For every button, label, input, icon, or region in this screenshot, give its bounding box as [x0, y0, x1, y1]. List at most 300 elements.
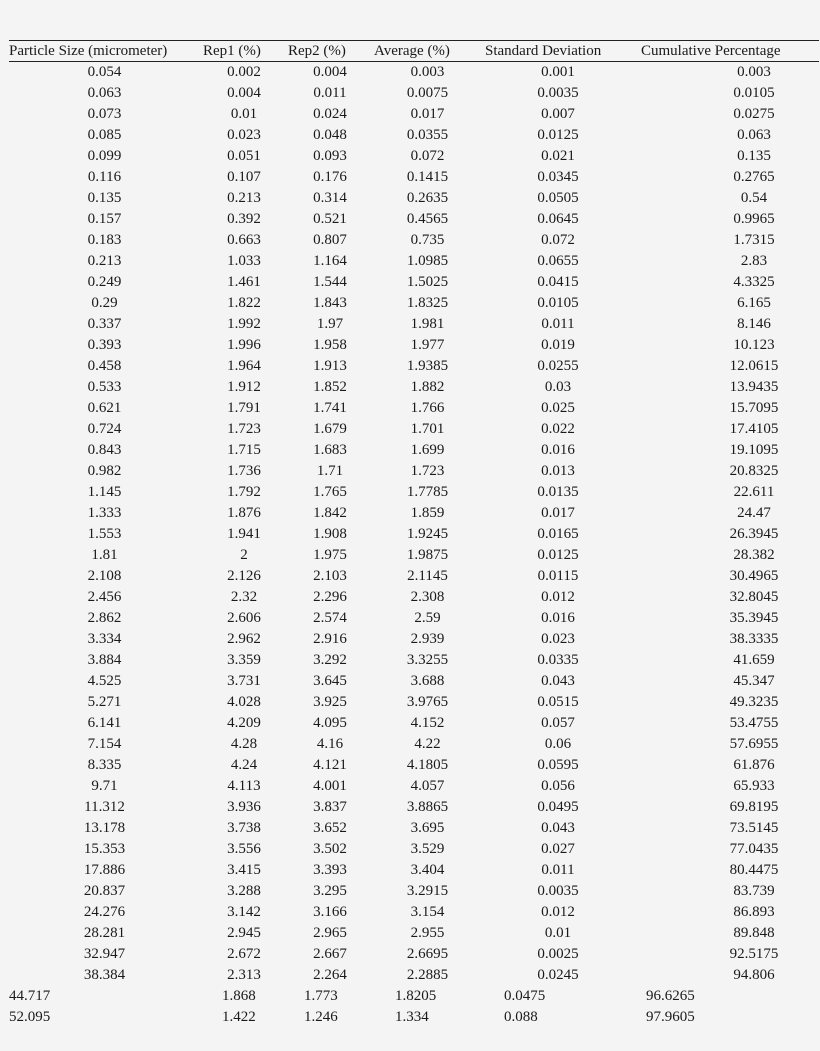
- cell-cumulative-percentage: 35.3945: [729, 610, 779, 626]
- cell-average: 3.3255: [406, 652, 449, 668]
- cell-rep1: 3.738: [227, 820, 261, 836]
- cell-average: 0.735: [410, 232, 445, 248]
- cell-rep1: 1.792: [227, 484, 261, 500]
- cell-cumulative-percentage: 69.8195: [729, 799, 779, 815]
- cell-particle-size: 0.621: [87, 400, 122, 416]
- cell-rep2: 0.048: [313, 127, 347, 143]
- cell-particle-size: 0.099: [87, 148, 122, 164]
- table-row: [9, 923, 819, 944]
- cell-standard-deviation: 0.0125: [537, 127, 579, 143]
- cell-standard-deviation: 0.0035: [537, 883, 579, 899]
- cell-rep1: 1.033: [227, 253, 261, 269]
- cell-rep1: 4.028: [227, 694, 261, 710]
- cell-rep2: 1.765: [313, 484, 347, 500]
- cell-cumulative-percentage: 13.9435: [729, 379, 779, 395]
- cell-rep1: 0.392: [227, 211, 261, 227]
- table-row: [9, 272, 819, 293]
- cell-cumulative-percentage: 57.6955: [729, 736, 779, 752]
- cell-cumulative-percentage: 0.9965: [733, 211, 775, 227]
- cell-rep1: 2: [240, 547, 248, 563]
- cell-rep2: 2.296: [313, 589, 347, 605]
- cell-standard-deviation: 0.0335: [537, 652, 579, 668]
- cell-particle-size: 17.886: [83, 862, 126, 878]
- cell-rep1: 1.964: [227, 358, 261, 374]
- cell-cumulative-percentage: 49.3235: [729, 694, 779, 710]
- table-row: [9, 83, 819, 104]
- cell-rep2: 1.97: [316, 316, 344, 332]
- cell-particle-size: 20.837: [83, 883, 126, 899]
- cell-particle-size: 0.982: [87, 463, 122, 479]
- cell-rep2: 3.645: [313, 673, 347, 689]
- cell-average: 3.404: [410, 862, 445, 878]
- cell-rep1: 1.715: [227, 442, 261, 458]
- cell-rep2: 3.292: [313, 652, 347, 668]
- cell-cumulative-percentage: 80.4475: [729, 862, 779, 878]
- cell-rep2: 0.093: [313, 148, 347, 164]
- cell-cumulative-percentage: 0.0275: [733, 106, 775, 122]
- cell-rep1: 1.992: [227, 316, 261, 332]
- cell-rep2: 3.837: [313, 799, 347, 815]
- cell-rep1: 4.209: [227, 715, 261, 731]
- cell-rep1: 1.723: [227, 421, 261, 437]
- cell-average: 1.701: [410, 421, 445, 437]
- cell-rep1: 0.01: [230, 106, 258, 122]
- cell-standard-deviation: 0.03: [544, 379, 572, 395]
- cell-particle-size: 24.276: [83, 904, 126, 920]
- cell-rep2: 3.502: [313, 841, 347, 857]
- cell-cumulative-percentage: 0.0105: [733, 85, 775, 101]
- cell-rep2: 1.975: [313, 547, 347, 563]
- table-row: [9, 986, 819, 1007]
- cell-average: 1.859: [410, 505, 445, 521]
- cell-particle-size: 1.81: [91, 547, 118, 563]
- table-row: [9, 818, 819, 839]
- cell-rep1: 3.731: [227, 673, 261, 689]
- cell-average: 4.1805: [406, 757, 449, 773]
- table-row: [9, 839, 819, 860]
- cell-cumulative-percentage: 17.4105: [729, 421, 779, 437]
- cell-particle-size: 0.249: [87, 274, 122, 290]
- cell-rep2: 0.521: [313, 211, 347, 227]
- cell-standard-deviation: 0.0245: [537, 967, 579, 983]
- cell-standard-deviation: 0.0165: [537, 526, 579, 542]
- cell-average: 1.0985: [406, 253, 449, 269]
- cell-average: 1.882: [410, 379, 445, 395]
- cell-rep1: 1.422: [222, 1009, 256, 1025]
- cell-standard-deviation: 0.016: [541, 442, 575, 458]
- cell-particle-size: 9.71: [91, 778, 118, 794]
- table-row: [9, 377, 819, 398]
- cell-cumulative-percentage: 0.54: [740, 190, 768, 206]
- cell-standard-deviation: 0.0105: [537, 295, 579, 311]
- cell-standard-deviation: 0.001: [541, 64, 575, 80]
- table-row: [9, 713, 819, 734]
- cell-average: 1.7785: [406, 484, 449, 500]
- cell-average: 1.977: [410, 337, 445, 353]
- cell-rep2: 2.965: [313, 925, 347, 941]
- header-average: Average (%): [372, 41, 483, 62]
- cell-standard-deviation: 0.0505: [537, 190, 579, 206]
- cell-cumulative-percentage: 86.893: [733, 904, 775, 920]
- cell-average: 4.22: [414, 736, 441, 752]
- cell-rep2: 3.652: [313, 820, 347, 836]
- cell-rep1: 1.868: [222, 988, 256, 1004]
- table-row: [9, 251, 819, 272]
- cell-cumulative-percentage: 65.933: [733, 778, 775, 794]
- cell-standard-deviation: 0.0115: [537, 568, 579, 584]
- cell-rep1: 1.822: [227, 295, 261, 311]
- cell-particle-size: 0.116: [87, 169, 122, 185]
- cell-rep2: 0.004: [313, 64, 347, 80]
- cell-standard-deviation: 0.007: [541, 106, 575, 122]
- cell-rep2: 0.011: [313, 85, 347, 101]
- cell-rep2: 4.001: [313, 778, 347, 794]
- table-row: [9, 482, 819, 503]
- cell-standard-deviation: 0.019: [541, 337, 575, 353]
- cell-rep2: 4.095: [313, 715, 347, 731]
- cell-average: 1.766: [410, 400, 445, 416]
- cell-standard-deviation: 0.011: [541, 862, 575, 878]
- cell-cumulative-percentage: 20.8325: [729, 463, 779, 479]
- cell-particle-size: 0.29: [91, 295, 118, 311]
- cell-rep1: 2.313: [227, 967, 261, 983]
- cell-rep2: 4.121: [313, 757, 347, 773]
- cell-cumulative-percentage: 22.611: [733, 484, 775, 500]
- cell-particle-size: 2.862: [87, 610, 122, 626]
- cell-rep2: 2.264: [313, 967, 347, 983]
- table-row: [9, 188, 819, 209]
- cell-rep1: 3.142: [227, 904, 261, 920]
- table-row: [9, 734, 819, 755]
- table-body: [9, 62, 819, 1029]
- table-row: [9, 650, 819, 671]
- table-row: [9, 209, 819, 230]
- table-row: [9, 293, 819, 314]
- table-row: [9, 545, 819, 566]
- cell-average: 2.2885: [406, 967, 449, 983]
- cell-rep2: 1.843: [313, 295, 347, 311]
- table-row: [9, 62, 819, 84]
- cell-average: 0.4565: [406, 211, 449, 227]
- table-row: [9, 461, 819, 482]
- cell-standard-deviation: 0.027: [541, 841, 575, 857]
- particle-size-table: [9, 40, 819, 1028]
- table-row: [9, 671, 819, 692]
- cell-cumulative-percentage: 0.135: [737, 148, 771, 164]
- cell-rep2: 1.683: [313, 442, 347, 458]
- cell-rep1: 3.415: [227, 862, 261, 878]
- cell-cumulative-percentage: 41.659: [733, 652, 775, 668]
- header-cumulative-percentage: Cumulative Percentage: [633, 41, 819, 62]
- cell-cumulative-percentage: 28.382: [733, 547, 775, 563]
- cell-standard-deviation: 0.011: [541, 316, 575, 332]
- cell-rep2: 1.246: [304, 1009, 338, 1025]
- cell-rep1: 2.32: [230, 589, 258, 605]
- cell-particle-size: 28.281: [83, 925, 126, 941]
- cell-rep1: 0.004: [227, 85, 261, 101]
- cell-particle-size: 0.337: [87, 316, 122, 332]
- cell-rep1: 4.28: [230, 736, 258, 752]
- cell-cumulative-percentage: 26.3945: [729, 526, 779, 542]
- cell-rep2: 2.103: [313, 568, 347, 584]
- table-row: [9, 860, 819, 881]
- table-row: [9, 398, 819, 419]
- cell-cumulative-percentage: 32.8045: [729, 589, 779, 605]
- cell-particle-size: 6.141: [87, 715, 122, 731]
- table-row: [9, 125, 819, 146]
- cell-standard-deviation: 0.012: [541, 904, 575, 920]
- cell-particle-size: 0.458: [87, 358, 122, 374]
- table-row: [9, 503, 819, 524]
- cell-average: 1.9245: [406, 526, 449, 542]
- cell-particle-size: 4.525: [87, 673, 122, 689]
- cell-standard-deviation: 0.0595: [537, 757, 579, 773]
- cell-cumulative-percentage: 94.806: [733, 967, 775, 983]
- table-row: [9, 965, 819, 986]
- cell-rep2: 1.913: [313, 358, 347, 374]
- table-row: [9, 524, 819, 545]
- table-row: [9, 629, 819, 650]
- cell-particle-size: 1.553: [87, 526, 122, 542]
- cell-cumulative-percentage: 53.4755: [729, 715, 779, 731]
- table-header: [9, 41, 819, 62]
- cell-particle-size: 8.335: [87, 757, 122, 773]
- cell-average: 2.59: [414, 610, 441, 626]
- table-row: [9, 230, 819, 251]
- cell-cumulative-percentage: 83.739: [733, 883, 775, 899]
- particle-size-table-container: [0, 40, 820, 1028]
- cell-cumulative-percentage: 45.347: [733, 673, 775, 689]
- cell-particle-size: 3.334: [87, 631, 122, 647]
- cell-rep2: 1.842: [313, 505, 347, 521]
- cell-cumulative-percentage: 2.83: [740, 253, 768, 269]
- cell-rep1: 2.126: [227, 568, 261, 584]
- cell-particle-size: 52.095: [9, 1009, 51, 1025]
- table-row: [9, 881, 819, 902]
- cell-standard-deviation: 0.016: [541, 610, 575, 626]
- cell-rep1: 0.107: [227, 169, 261, 185]
- cell-cumulative-percentage: 92.5175: [729, 946, 779, 962]
- cell-average: 3.154: [410, 904, 445, 920]
- cell-rep1: 1.461: [227, 274, 261, 290]
- cell-average: 0.072: [410, 148, 445, 164]
- cell-standard-deviation: 0.0515: [537, 694, 579, 710]
- cell-standard-deviation: 0.0645: [537, 211, 579, 227]
- cell-particle-size: 0.063: [87, 85, 122, 101]
- table-row: [9, 356, 819, 377]
- table-row: [9, 776, 819, 797]
- cell-rep1: 2.945: [227, 925, 261, 941]
- cell-rep1: 2.672: [227, 946, 261, 962]
- header-rep2: Rep2 (%): [288, 41, 372, 62]
- cell-average: 1.334: [395, 1009, 429, 1025]
- cell-standard-deviation: 0.043: [541, 820, 575, 836]
- cell-cumulative-percentage: 97.9605: [646, 1009, 695, 1025]
- cell-average: 2.1145: [407, 568, 448, 584]
- cell-rep2: 1.852: [313, 379, 347, 395]
- cell-particle-size: 1.333: [87, 505, 122, 521]
- table-row: [9, 755, 819, 776]
- cell-average: 1.9875: [406, 547, 449, 563]
- cell-cumulative-percentage: 38.3335: [729, 631, 779, 647]
- cell-rep1: 3.288: [227, 883, 261, 899]
- cell-particle-size: 0.183: [87, 232, 122, 248]
- cell-cumulative-percentage: 1.7315: [733, 232, 775, 248]
- cell-standard-deviation: 0.088: [504, 1009, 538, 1025]
- table-row: [9, 608, 819, 629]
- cell-cumulative-percentage: 73.5145: [729, 820, 779, 836]
- cell-average: 1.8325: [406, 295, 449, 311]
- cell-cumulative-percentage: 4.3325: [733, 274, 775, 290]
- cell-standard-deviation: 0.0035: [537, 85, 579, 101]
- cell-cumulative-percentage: 0.063: [737, 127, 771, 143]
- cell-standard-deviation: 0.013: [541, 463, 575, 479]
- cell-average: 3.695: [410, 820, 445, 836]
- cell-average: 0.2635: [406, 190, 449, 206]
- cell-standard-deviation: 0.017: [541, 505, 575, 521]
- table-row: [9, 566, 819, 587]
- table-row: [9, 419, 819, 440]
- cell-rep2: 0.807: [313, 232, 347, 248]
- cell-standard-deviation: 0.0125: [537, 547, 579, 563]
- cell-cumulative-percentage: 10.123: [733, 337, 775, 353]
- cell-cumulative-percentage: 24.47: [737, 505, 771, 521]
- cell-rep1: 4.113: [227, 778, 261, 794]
- table-row: [9, 167, 819, 188]
- cell-rep2: 1.958: [313, 337, 347, 353]
- cell-rep2: 1.544: [313, 274, 347, 290]
- cell-rep2: 3.925: [313, 694, 347, 710]
- cell-rep1: 0.213: [227, 190, 261, 206]
- cell-rep1: 2.606: [227, 610, 261, 626]
- cell-rep2: 2.574: [313, 610, 347, 626]
- cell-standard-deviation: 0.0415: [537, 274, 579, 290]
- cell-average: 0.003: [410, 64, 445, 80]
- cell-standard-deviation: 0.057: [541, 715, 575, 731]
- cell-standard-deviation: 0.0345: [537, 169, 579, 185]
- cell-rep1: 1.912: [227, 379, 261, 395]
- cell-standard-deviation: 0.012: [541, 589, 575, 605]
- cell-average: 2.939: [410, 631, 445, 647]
- cell-rep2: 3.393: [313, 862, 347, 878]
- cell-rep1: 0.023: [227, 127, 261, 143]
- cell-standard-deviation: 0.0495: [537, 799, 579, 815]
- cell-particle-size: 0.843: [87, 442, 122, 458]
- cell-cumulative-percentage: 89.848: [733, 925, 775, 941]
- cell-standard-deviation: 0.056: [541, 778, 575, 794]
- cell-average: 2.6695: [406, 946, 449, 962]
- header-standard-deviation: Standard Deviation: [483, 41, 633, 62]
- table-row: [9, 902, 819, 923]
- cell-rep1: 1.996: [227, 337, 261, 353]
- cell-rep2: 0.176: [313, 169, 347, 185]
- cell-rep1: 3.359: [227, 652, 261, 668]
- cell-rep1: 1.941: [227, 526, 261, 542]
- cell-average: 1.9385: [406, 358, 449, 374]
- cell-particle-size: 0.157: [87, 211, 122, 227]
- cell-cumulative-percentage: 6.165: [737, 295, 771, 311]
- cell-particle-size: 0.073: [87, 106, 122, 122]
- cell-cumulative-percentage: 77.0435: [729, 841, 779, 857]
- cell-standard-deviation: 0.023: [541, 631, 575, 647]
- cell-particle-size: 2.456: [87, 589, 122, 605]
- cell-standard-deviation: 0.06: [544, 736, 572, 752]
- table-row: [9, 104, 819, 125]
- cell-rep2: 1.164: [313, 253, 347, 269]
- cell-average: 2.955: [410, 925, 445, 941]
- table-row: [9, 944, 819, 965]
- table-row: [9, 797, 819, 818]
- cell-standard-deviation: 0.0025: [537, 946, 579, 962]
- table-row: [9, 587, 819, 608]
- cell-average: 4.152: [410, 715, 445, 731]
- cell-standard-deviation: 0.0255: [537, 358, 579, 374]
- cell-particle-size: 15.353: [83, 841, 126, 857]
- cell-rep2: 1.908: [313, 526, 347, 542]
- header-particle-size: Particle Size (micrometer): [9, 41, 200, 62]
- cell-average: 0.0355: [406, 127, 449, 143]
- cell-particle-size: 44.717: [9, 988, 51, 1004]
- cell-cumulative-percentage: 96.6265: [646, 988, 695, 1004]
- cell-rep2: 1.679: [313, 421, 347, 437]
- cell-average: 1.699: [410, 442, 445, 458]
- cell-cumulative-percentage: 19.1095: [729, 442, 779, 458]
- table-row: [9, 1007, 819, 1028]
- cell-rep2: 1.71: [316, 463, 344, 479]
- table-row: [9, 335, 819, 356]
- cell-rep1: 0.051: [227, 148, 261, 164]
- cell-rep2: 2.667: [313, 946, 347, 962]
- cell-rep1: 4.24: [230, 757, 258, 773]
- cell-rep2: 4.16: [316, 736, 344, 752]
- cell-rep2: 3.295: [313, 883, 347, 899]
- cell-particle-size: 0.724: [87, 421, 122, 437]
- cell-particle-size: 0.213: [87, 253, 122, 269]
- cell-standard-deviation: 0.022: [541, 421, 575, 437]
- cell-particle-size: 0.054: [87, 64, 122, 80]
- cell-standard-deviation: 0.0135: [537, 484, 579, 500]
- cell-rep1: 2.962: [227, 631, 261, 647]
- cell-average: 0.0075: [406, 85, 449, 101]
- cell-cumulative-percentage: 30.4965: [729, 568, 779, 584]
- cell-cumulative-percentage: 61.876: [733, 757, 775, 773]
- table-row: [9, 440, 819, 461]
- cell-average: 3.529: [410, 841, 445, 857]
- cell-average: 1.723: [410, 463, 445, 479]
- cell-rep1: 3.936: [227, 799, 261, 815]
- cell-cumulative-percentage: 0.2765: [733, 169, 775, 185]
- cell-particle-size: 0.085: [87, 127, 122, 143]
- cell-rep2: 1.773: [304, 988, 338, 1004]
- cell-rep1: 1.736: [227, 463, 261, 479]
- cell-particle-size: 1.145: [87, 484, 122, 500]
- table-row: [9, 146, 819, 167]
- cell-rep2: 0.024: [313, 106, 347, 122]
- cell-average: 2.308: [410, 589, 445, 605]
- header-rep1: Rep1 (%): [200, 41, 288, 62]
- cell-cumulative-percentage: 12.0615: [729, 358, 779, 374]
- cell-standard-deviation: 0.0475: [504, 988, 546, 1004]
- cell-cumulative-percentage: 0.003: [737, 64, 771, 80]
- cell-standard-deviation: 0.021: [541, 148, 575, 164]
- cell-standard-deviation: 0.043: [541, 673, 575, 689]
- cell-particle-size: 13.178: [83, 820, 126, 836]
- cell-rep1: 0.663: [227, 232, 261, 248]
- cell-particle-size: 0.135: [87, 190, 122, 206]
- cell-rep1: 1.876: [227, 505, 261, 521]
- cell-standard-deviation: 0.01: [544, 925, 572, 941]
- table-row: [9, 692, 819, 713]
